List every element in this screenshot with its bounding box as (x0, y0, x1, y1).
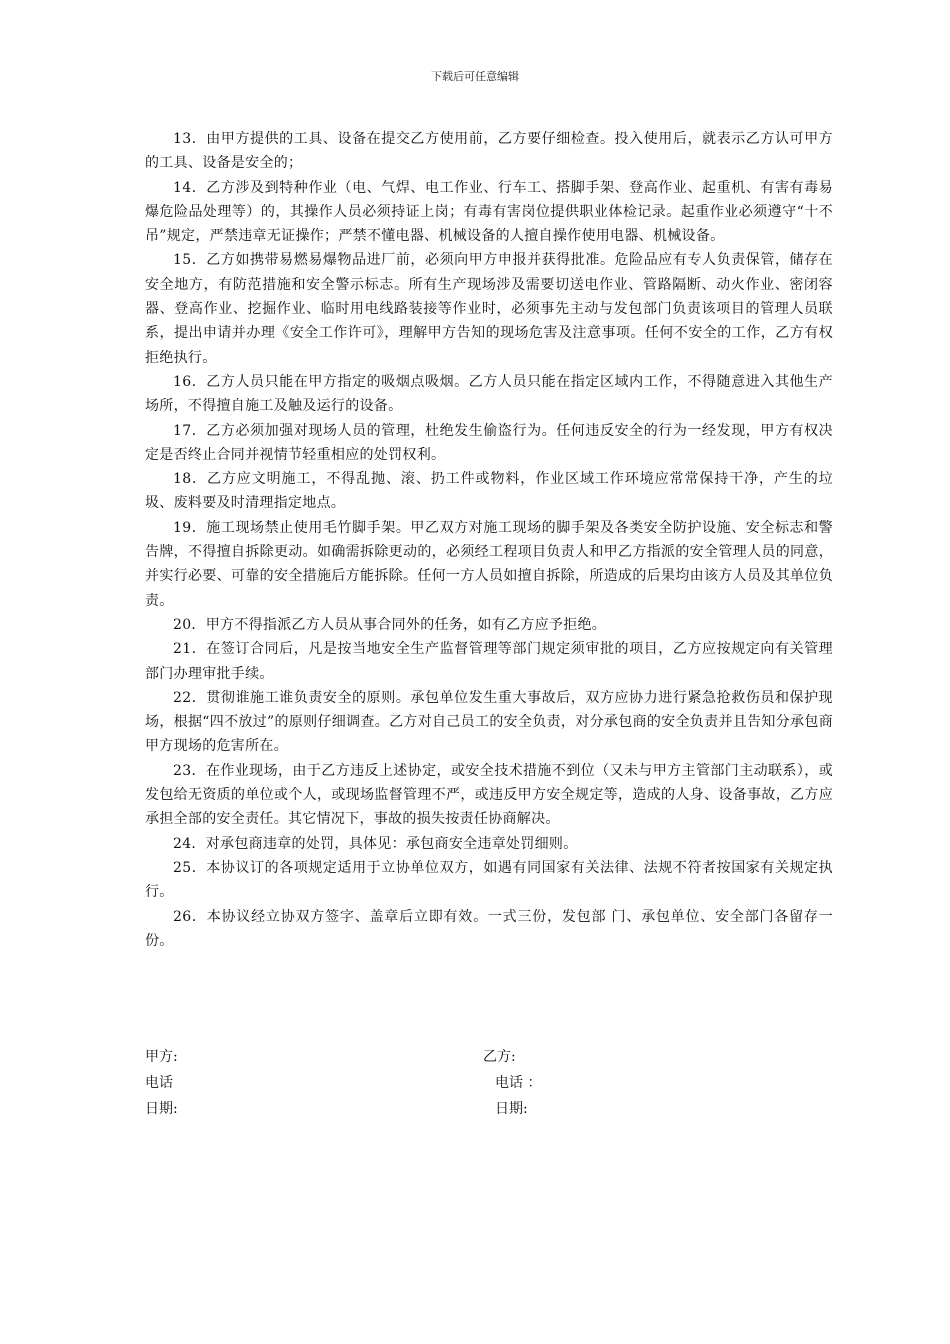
clause-19: 19．施工现场禁止使用毛竹脚手架。甲乙双方对施工现场的脚手架及各类安全防护设施、安全标志和警告牌，不得擅自拆除更动。如确需拆除更动的，必须经工程项目负责人和甲乙方指派的安全管理人员的同意，并实行必要、可靠的安全措施后方能拆除。任何一方人员如擅自拆除，所造成的后果均由该方人员及其单位负责。 (145, 519, 833, 609)
agreement-body (145, 127, 833, 953)
clause-13: 13．由甲方提供的工具、设备在提交乙方使用前，乙方要仔细检查。投入使用后，就表示乙方认可甲方的工具、设备是安全的； (145, 131, 833, 172)
clause-21: 21．在签订合同后，凡是按当地安全生产监督管理等部门规定须审批的项目，乙方应按规定向有关管理部门办理审批手续。 (145, 641, 833, 682)
clause-17: 17．乙方必须加强对现场人员的管理，杜绝发生偷盗行为。任何违反安全的行为一经发现，甲方有权决定是否终止合同并视情节轻重相应的处罚权利。 (145, 422, 833, 463)
clause-15: 15．乙方如携带易燃易爆物品进厂前，必须向甲方申报并获得批准。危险品应有专人负责保管，储存在安全地方，有防范措施和安全警示标志。所有生产现场涉及需要切送电作业、管路隔断、动火作业、密闭容器、登高作业、挖掘作业、临时用电线路装接等作业时，必须事先主动与发包部门负责该项目的管理人员联系，提出申请并办理《安全工作许可》，理解甲方告知的现场危害及注意事项。任何不安全的工作，乙方有权拒绝执行。 (145, 252, 833, 366)
clause-18: 18．乙方应文明施工，不得乱抛、滚、扔工件或物料，作业区域工作环境应常常保持干净，产生的垃圾、废料要及时清理指定地点。 (145, 471, 833, 512)
party-b-date-label: 日期: (495, 1101, 528, 1117)
clause-22: 22．贯彻谁施工谁负责安全的原则。承包单位发生重大事故后，双方应协力进行紧急抢救伤员和保护现场，根据“四不放过”的原则仔细调查。乙方对自己员工的安全负责，对分承包商的安全负责并且告知分承包商甲方现场的危害所在。 (145, 689, 833, 755)
signature-party-a (145, 1045, 178, 1123)
clause-16: 16．乙方人员只能在甲方指定的吸烟点吸烟。乙方人员只能在指定区域内工作，不得随意进入其他生产 场所，不得擅自施工及触及运行的设备。 (145, 373, 833, 415)
party-a-date-label: 日期: (145, 1101, 178, 1117)
party-b-phone-label: 电话 ： (495, 1075, 542, 1091)
party-a-phone-label: 电话 (145, 1075, 173, 1091)
clause-20: 20．甲方不得指派乙方人员从事合同外的任务，如有乙方应予拒绝。 (173, 616, 607, 633)
clause-24: 24．对承包商违章的处罚，具体见：承包商安全违章处罚细则。 (173, 835, 578, 852)
clause-23: 23．在作业现场，由于乙方违反上述协定，或安全技术措施不到位（又未与甲方主管部门主动联系），或发包给无资质的单位或个人，或现场监督管理不严，或违反甲方安全规定等，造成的人身、设备事故，乙方应承担全部的安全责任。其它情况下，事故的损失按责任协商解决。 (145, 762, 833, 828)
party-a-label: 甲方: (145, 1049, 178, 1065)
page-header: 下载后可任意编辑 (431, 70, 519, 83)
clause-26: 26．本协议经立协双方签字、盖章后立即有效。一式三份，发包部 门、承包单位、安全部门各留存一份。 (145, 908, 833, 949)
clause-14: 14．乙方涉及到特种作业（电、气焊、电工作业、行车工、搭脚手架、登高作业、起重机、有害有毒易爆危险品处理等）的，其操作人员必须持证上岗；有毒有害岗位提供职业体检记录。起重作业必须遵守“十不吊”规定，严禁违章无证操作；严禁不懂电器、机械设备的人擅自操作使用电器、机械设备。 (145, 179, 833, 245)
party-b-label: 乙方: (483, 1049, 516, 1065)
clause-25: 25．本协议订的各项规定适用于立协单位双方，如遇有同国家有关法律、法规不符者按国家有关规定执行。 (145, 859, 833, 901)
signature-party-b (483, 1045, 541, 1123)
